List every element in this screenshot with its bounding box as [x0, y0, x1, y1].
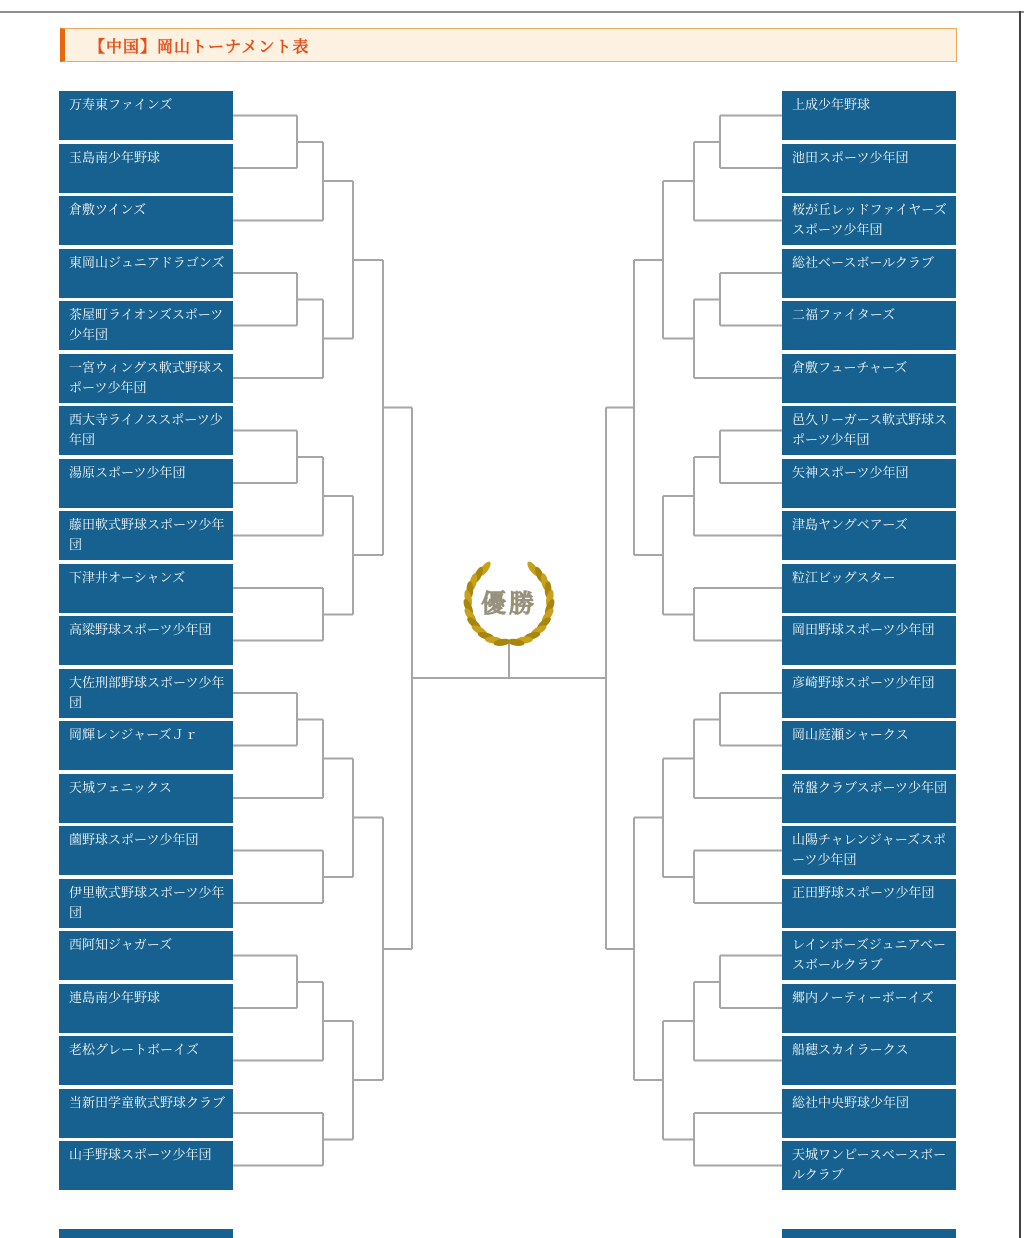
partial-team-box-left: [59, 1229, 233, 1238]
team-box-right-2: 池田スポーツ少年団: [782, 144, 956, 193]
team-box-left-4: 東岡山ジュニアドラゴンズ: [59, 249, 233, 298]
team-box-right-4: 総社ベースボールクラブ: [782, 249, 956, 298]
team-box-right-5: 二福ファイターズ: [782, 301, 956, 350]
team-box-right-18: 郷内ノーティーボーイズ: [782, 984, 956, 1033]
team-box-right-21: 天城ワンピースベースボールクラブ: [782, 1141, 956, 1190]
team-box-right-1: 上成少年野球: [782, 91, 956, 140]
team-box-right-19: 船穂スカイラークス: [782, 1036, 956, 1085]
team-box-left-20: 当新田学童軟式野球クラブ: [59, 1089, 233, 1138]
team-box-right-14: 常盤クラブスポーツ少年団: [782, 774, 956, 823]
team-box-left-10: 下津井オーシャンズ: [59, 564, 233, 613]
team-box-right-8: 矢神スポーツ少年団: [782, 459, 956, 508]
team-box-left-13: 岡輝レンジャーズＪｒ: [59, 721, 233, 770]
team-box-right-16: 正田野球スポーツ少年団: [782, 879, 956, 928]
team-box-right-9: 津島ヤングベアーズ: [782, 511, 956, 560]
team-box-left-12: 大佐刑部野球スポーツ少年団: [59, 669, 233, 718]
team-box-left-18: 連島南少年野球: [59, 984, 233, 1033]
team-box-left-6: 一宮ウィングス軟式野球スポーツ少年団: [59, 354, 233, 403]
team-box-left-3: 倉敷ツインズ: [59, 196, 233, 245]
team-box-right-15: 山陽チャレンジャーズスポーツ少年団: [782, 826, 956, 875]
team-box-right-11: 岡田野球スポーツ少年団: [782, 616, 956, 665]
champion-label: 優勝: [480, 589, 538, 618]
team-box-left-9: 藤田軟式野球スポーツ少年団: [59, 511, 233, 560]
team-box-right-6: 倉敷フューチャーズ: [782, 354, 956, 403]
tournament-title-bar: [60, 28, 957, 62]
team-box-left-11: 高梁野球スポーツ少年団: [59, 616, 233, 665]
team-box-left-21: 山手野球スポーツ少年団: [59, 1141, 233, 1190]
team-box-left-17: 西阿知ジャガーズ: [59, 931, 233, 980]
team-box-right-17: レインボーズジュニアベースボールクラブ: [782, 931, 956, 980]
team-box-left-8: 湯原スポーツ少年団: [59, 459, 233, 508]
team-box-right-20: 総社中央野球少年団: [782, 1089, 956, 1138]
team-box-right-3: 桜が丘レッドファイヤーズスポーツ少年団: [782, 196, 956, 245]
team-box-right-7: 邑久リーガース軟式野球スポーツ少年団: [782, 406, 956, 455]
team-box-left-16: 伊里軟式野球スポーツ少年団: [59, 879, 233, 928]
team-box-left-14: 天城フェニックス: [59, 774, 233, 823]
team-box-right-10: 粒江ビッグスター: [782, 564, 956, 613]
team-box-left-19: 老松グレートボーイズ: [59, 1036, 233, 1085]
partial-team-box-right: [782, 1229, 956, 1238]
team-box-left-15: 薗野球スポーツ少年団: [59, 826, 233, 875]
team-box-left-7: 西大寺ライノススポーツ少年団: [59, 406, 233, 455]
page-title: 【中国】岡山トーナメント表: [89, 36, 310, 56]
team-box-left-1: 万寿東ファインズ: [59, 91, 233, 140]
team-box-right-13: 岡山庭瀬シャークス: [782, 721, 956, 770]
team-box-left-5: 茶屋町ライオンズスポーツ少年団: [59, 301, 233, 350]
team-box-left-2: 玉島南少年野球: [59, 144, 233, 193]
team-box-right-12: 彦崎野球スポーツ少年団: [782, 669, 956, 718]
